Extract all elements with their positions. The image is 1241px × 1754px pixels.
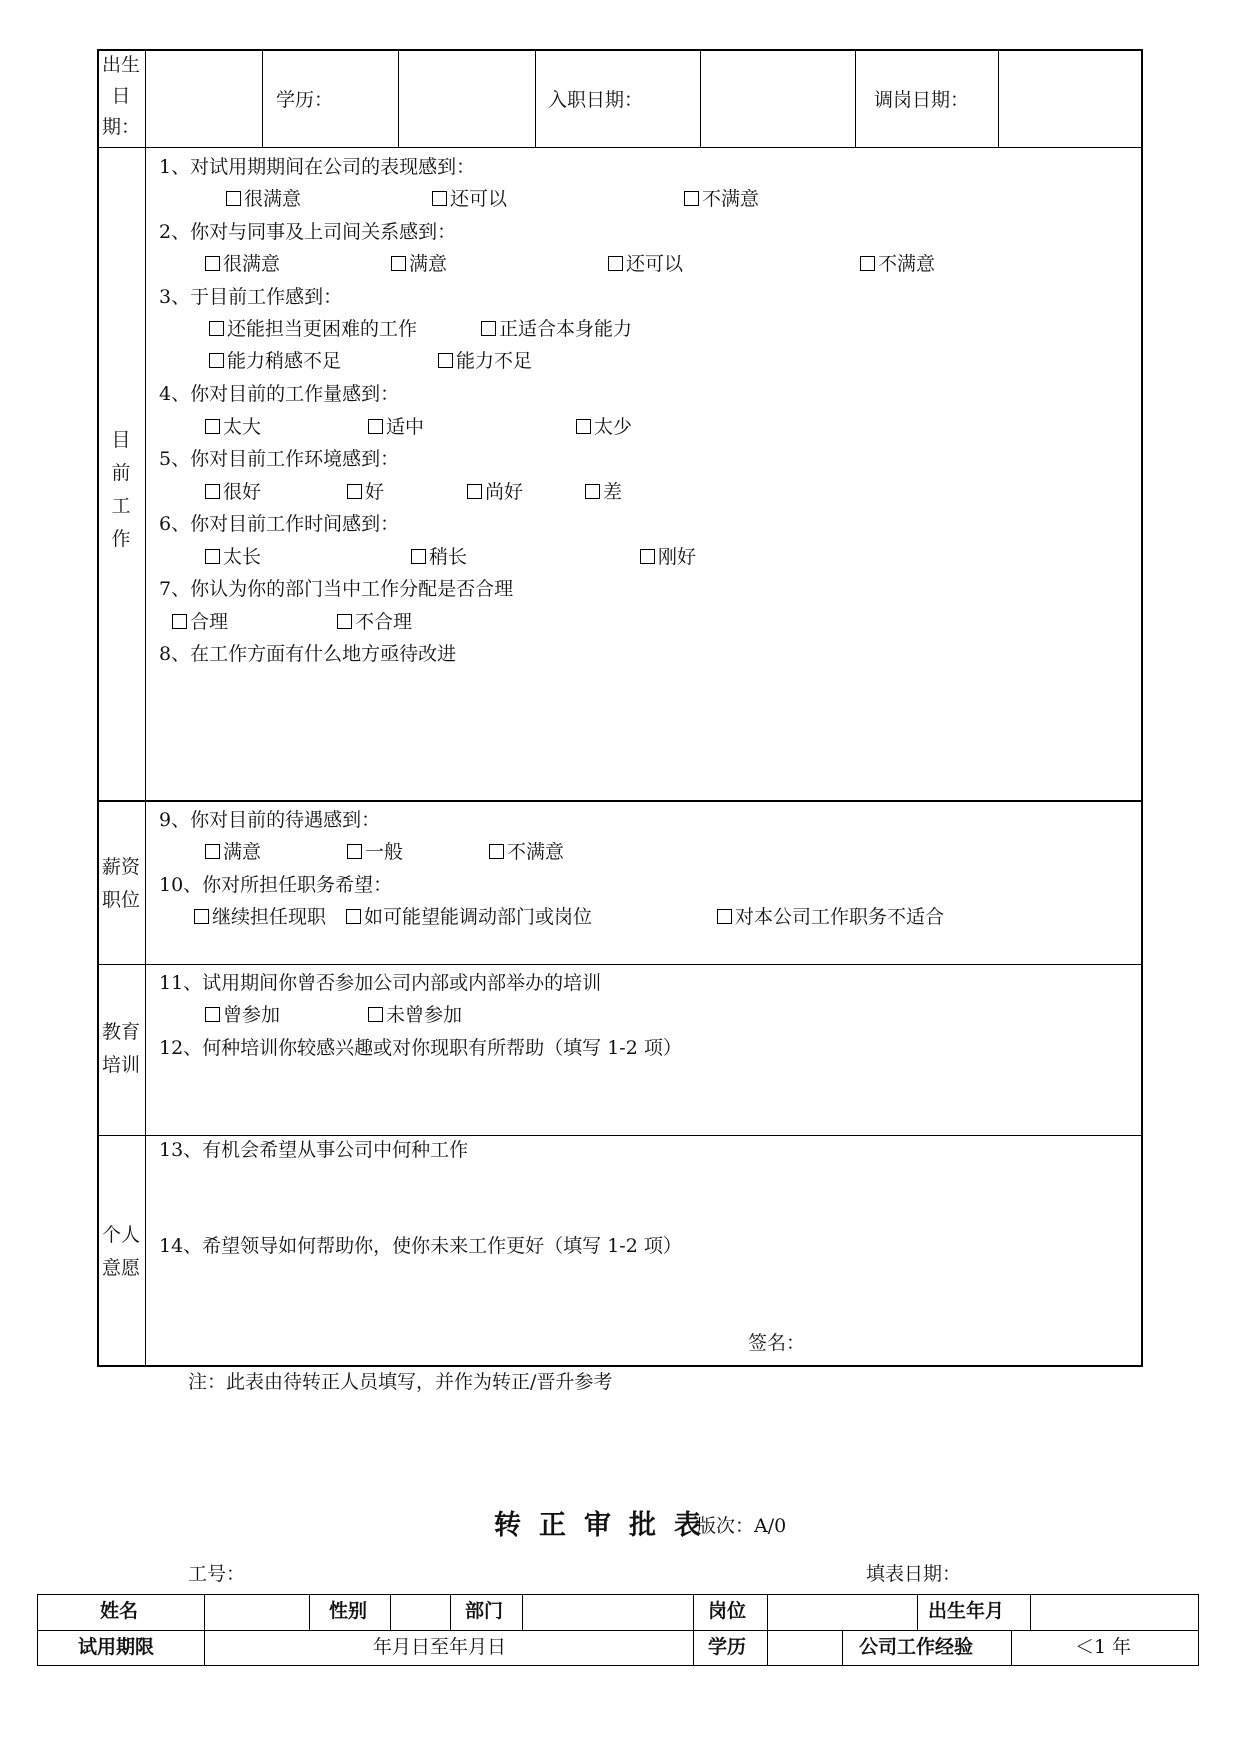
q5-option[interactable]: 好 bbox=[347, 483, 384, 502]
checkbox-icon bbox=[438, 353, 453, 368]
q3-option[interactable]: 能力不足 bbox=[438, 352, 532, 371]
q2-option[interactable]: 满意 bbox=[391, 255, 447, 274]
checkbox-icon bbox=[194, 909, 209, 924]
gender-label: 性别 bbox=[329, 1600, 368, 1622]
checkbox-icon bbox=[205, 484, 220, 499]
cell-divider bbox=[842, 1630, 843, 1666]
cell-divider bbox=[204, 1594, 205, 1666]
cell-divider bbox=[917, 1594, 918, 1630]
checkbox-icon bbox=[209, 353, 224, 368]
checkbox-icon bbox=[172, 614, 187, 629]
q6-option[interactable]: 稍长 bbox=[411, 548, 467, 567]
q1-option[interactable]: 很满意 bbox=[226, 190, 301, 209]
education-label-2: 学历 bbox=[708, 1636, 747, 1658]
transfer-date-label: 调岗日期： bbox=[874, 89, 970, 111]
signature-label: 签名： bbox=[748, 1332, 806, 1354]
question-5: 5、你对目前工作环境感到： bbox=[159, 448, 400, 470]
checkbox-icon bbox=[411, 549, 426, 564]
q10-option[interactable]: 如可能望能调动部门或岗位 bbox=[346, 908, 592, 927]
checkbox-icon bbox=[684, 191, 699, 206]
q2-option[interactable]: 不满意 bbox=[860, 255, 935, 274]
section-personal: 个人意愿 bbox=[101, 1224, 140, 1279]
checkbox-icon bbox=[608, 256, 623, 271]
q6-option[interactable]: 刚好 bbox=[640, 548, 696, 567]
cell-divider bbox=[390, 1594, 391, 1630]
question-10: 10、你对所担任职务希望： bbox=[159, 874, 393, 896]
checkbox-icon bbox=[205, 1007, 220, 1022]
checkbox-icon bbox=[640, 549, 655, 564]
cell-divider bbox=[398, 49, 399, 147]
row-divider bbox=[37, 1630, 1199, 1631]
checkbox-icon bbox=[585, 484, 600, 499]
section-column-divider bbox=[145, 49, 146, 1367]
question-9: 9、你对目前的待遇感到： bbox=[159, 809, 381, 831]
cell-divider bbox=[309, 1594, 310, 1630]
q1-option[interactable]: 还可以 bbox=[432, 190, 507, 209]
checkbox-icon bbox=[226, 191, 241, 206]
q6-option[interactable]: 太长 bbox=[205, 548, 261, 567]
cell-divider bbox=[450, 1594, 451, 1630]
cell-divider bbox=[700, 49, 701, 147]
cell-divider bbox=[998, 49, 999, 147]
question-6: 6、你对目前工作时间感到： bbox=[159, 513, 400, 535]
q2-option[interactable]: 还可以 bbox=[608, 255, 683, 274]
checkbox-icon bbox=[481, 321, 496, 336]
cell-divider bbox=[693, 1594, 694, 1666]
question-14: 14、希望领导如何帮助你，使你未来工作更好（填写 1-2 项） bbox=[159, 1235, 682, 1257]
form-note: 注：此表由待转正人员填写，并作为转正/晋升参考 bbox=[188, 1371, 613, 1393]
q4-option[interactable]: 太大 bbox=[205, 418, 261, 437]
birth-month-label: 出生年月 bbox=[928, 1600, 1005, 1622]
q4-option[interactable]: 适中 bbox=[368, 418, 424, 437]
birth-date-label: 出生日期： bbox=[101, 54, 140, 138]
checkbox-icon bbox=[205, 256, 220, 271]
q5-option[interactable]: 尚好 bbox=[467, 483, 523, 502]
name-label: 姓名 bbox=[100, 1600, 139, 1622]
q5-option[interactable]: 差 bbox=[585, 483, 622, 502]
checkbox-icon bbox=[205, 419, 220, 434]
education-label: 学历： bbox=[276, 89, 334, 111]
version-label: 版次：A/0 bbox=[697, 1515, 787, 1537]
survey-table bbox=[97, 49, 1143, 1367]
q7-option[interactable]: 合理 bbox=[172, 613, 228, 632]
approval-title: 转正审批表 bbox=[494, 1510, 719, 1541]
question-4: 4、你对目前的工作量感到： bbox=[159, 383, 400, 405]
cell-divider bbox=[767, 1594, 768, 1666]
checkbox-icon bbox=[205, 844, 220, 859]
q4-option[interactable]: 太少 bbox=[576, 418, 632, 437]
row-divider bbox=[97, 147, 1143, 148]
probation-period-value: 年月日至年月日 bbox=[373, 1636, 507, 1658]
checkbox-icon bbox=[391, 256, 406, 271]
section-training: 教育培训 bbox=[101, 1021, 140, 1076]
question-3: 3、于目前工作感到： bbox=[159, 286, 343, 308]
checkbox-icon bbox=[346, 909, 361, 924]
q5-option[interactable]: 很好 bbox=[205, 483, 261, 502]
checkbox-icon bbox=[860, 256, 875, 271]
checkbox-icon bbox=[368, 1007, 383, 1022]
q3-option[interactable]: 正适合本身能力 bbox=[481, 320, 632, 339]
position-label: 岗位 bbox=[708, 1600, 747, 1622]
q9-option[interactable]: 不满意 bbox=[489, 843, 564, 862]
work-experience-label: 公司工作经验 bbox=[859, 1636, 974, 1658]
cell-divider bbox=[535, 49, 536, 147]
work-experience-value: ＜1 年 bbox=[1075, 1636, 1132, 1658]
question-1: 1、对试用期期间在公司的表现感到： bbox=[159, 156, 476, 178]
section-current-work: 目前工作 bbox=[111, 429, 131, 550]
cell-divider bbox=[855, 49, 856, 147]
row-divider bbox=[97, 964, 1143, 965]
q3-option[interactable]: 还能担当更困难的工作 bbox=[209, 320, 417, 339]
question-13: 13、有机会希望从事公司中何种工作 bbox=[159, 1139, 469, 1161]
job-number-label: 工号： bbox=[188, 1563, 246, 1585]
checkbox-icon bbox=[368, 419, 383, 434]
cell-divider bbox=[262, 49, 263, 147]
question-12: 12、何种培训你较感兴趣或对你现职有所帮助（填写 1-2 项） bbox=[159, 1037, 682, 1059]
fill-date-label: 填表日期： bbox=[866, 1563, 962, 1585]
checkbox-icon bbox=[347, 484, 362, 499]
question-2: 2、你对与同事及上司间关系感到： bbox=[159, 221, 457, 243]
checkbox-icon bbox=[576, 419, 591, 434]
checkbox-icon bbox=[489, 844, 504, 859]
question-7: 7、你认为你的部门当中工作分配是否合理 bbox=[159, 578, 514, 600]
cell-divider bbox=[1011, 1630, 1012, 1666]
q2-option[interactable]: 很满意 bbox=[205, 255, 280, 274]
join-date-label: 入职日期： bbox=[548, 89, 644, 111]
q3-option[interactable]: 能力稍感不足 bbox=[209, 352, 341, 371]
checkbox-icon bbox=[347, 844, 362, 859]
q10-option[interactable]: 对本公司工作职务不适合 bbox=[717, 908, 944, 927]
q9-option[interactable]: 满意 bbox=[205, 843, 261, 862]
checkbox-icon bbox=[337, 614, 352, 629]
q9-option[interactable]: 一般 bbox=[347, 843, 403, 862]
section-salary: 薪资职位 bbox=[101, 856, 140, 911]
cell-divider bbox=[1030, 1594, 1031, 1630]
q1-option[interactable]: 不满意 bbox=[684, 190, 759, 209]
department-label: 部门 bbox=[465, 1600, 504, 1622]
q11-option[interactable]: 曾参加 bbox=[205, 1006, 280, 1025]
row-divider bbox=[97, 800, 1143, 802]
checkbox-icon bbox=[432, 191, 447, 206]
question-8: 8、在工作方面有什么地方亟待改进 bbox=[159, 643, 457, 665]
probation-period-label: 试用期限 bbox=[78, 1636, 155, 1658]
checkbox-icon bbox=[205, 549, 220, 564]
checkbox-icon bbox=[467, 484, 482, 499]
q11-option[interactable]: 未曾参加 bbox=[368, 1006, 462, 1025]
q10-option[interactable]: 继续担任现职 bbox=[194, 908, 326, 927]
checkbox-icon bbox=[717, 909, 732, 924]
question-11: 11、试用期间你曾否参加公司内部或内部举办的培训 bbox=[159, 972, 602, 994]
row-divider bbox=[97, 1135, 1143, 1136]
checkbox-icon bbox=[209, 321, 224, 336]
q7-option[interactable]: 不合理 bbox=[337, 613, 412, 632]
cell-divider bbox=[522, 1594, 523, 1630]
